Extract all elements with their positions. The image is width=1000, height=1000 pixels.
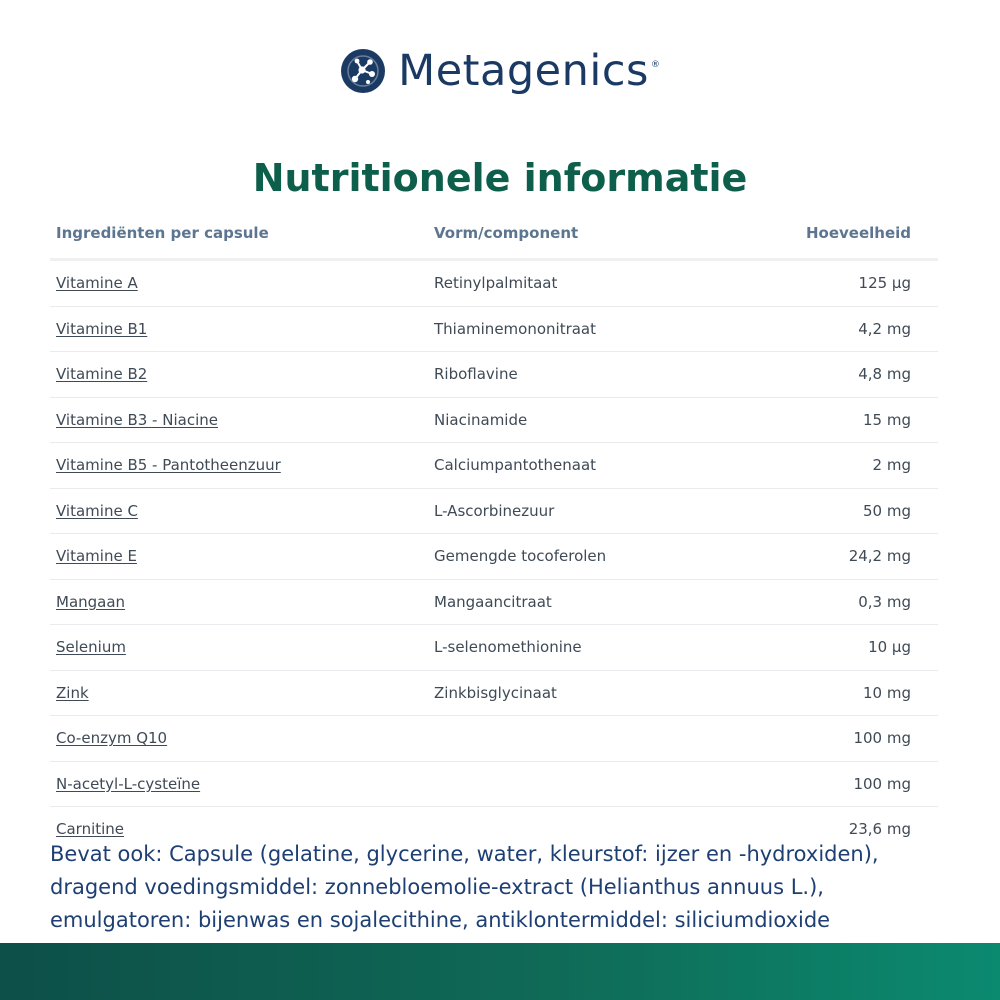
table-row <box>50 762 938 808</box>
amount-cell: 50 mg <box>863 501 911 520</box>
ingredient-link[interactable]: Vitamine E <box>56 547 137 566</box>
amount-cell: 10 mg <box>863 683 911 702</box>
ingredient-link[interactable]: Vitamine A <box>56 274 138 293</box>
amount-cell: 100 mg <box>853 729 911 748</box>
amount-cell: 4,2 mg <box>858 319 911 338</box>
table-row <box>50 625 938 671</box>
table-row <box>50 671 938 717</box>
form-cell: Gemengde tocoferolen <box>434 547 607 566</box>
brand-header <box>0 45 1000 96</box>
molecule-circle-icon <box>340 48 386 94</box>
ingredient-link[interactable]: Zink <box>56 683 89 702</box>
column-header-form: Vorm/component <box>434 224 579 242</box>
form-cell: Riboflavine <box>434 365 518 384</box>
ingredient-link[interactable]: Vitamine B2 <box>56 365 148 384</box>
form-cell: L-Ascorbinezuur <box>434 501 555 520</box>
brand-name: Metagenics <box>398 45 649 96</box>
ingredient-link[interactable]: Carnitine <box>56 820 125 839</box>
amount-cell: 24,2 mg <box>848 547 911 566</box>
footer-gradient-band <box>0 943 1000 1000</box>
table-row <box>50 352 938 398</box>
table-row <box>50 307 938 353</box>
ingredient-link[interactable]: Vitamine C <box>56 501 138 520</box>
amount-cell: 15 mg <box>863 410 911 429</box>
page-title: Nutritionele informatie <box>252 156 748 200</box>
ingredient-link[interactable]: N-acetyl-L-cysteïne <box>56 774 201 793</box>
registered-mark: ® <box>650 60 660 70</box>
ingredient-link[interactable]: Selenium <box>56 638 126 657</box>
additional-ingredients-note: Bevat ook: Capsule (gelatine, glycerine, water, kleurstof: ijzer en -hydroxiden), dragend voedingsmiddel: zonnebloemolie-extract (Helianthus annuus L.), emulgatoren: bijenwas en sojalecithine, antiklontermiddel: siliciumdioxide <box>50 842 879 932</box>
form-cell: Thiaminemononitraat <box>434 319 597 338</box>
amount-cell: 0,3 mg <box>858 592 911 611</box>
form-cell: Mangaancitraat <box>434 592 552 611</box>
form-cell: Retinylpalmitaat <box>434 274 558 293</box>
table-row <box>50 716 938 762</box>
ingredient-link[interactable]: Vitamine B5 - Pantotheenzuur <box>56 456 281 475</box>
ingredient-link[interactable]: Vitamine B3 - Niacine <box>56 410 218 429</box>
table-row <box>50 580 938 626</box>
ingredient-link[interactable]: Mangaan <box>56 592 126 611</box>
form-cell: Niacinamide <box>434 410 528 429</box>
table-row <box>50 261 938 307</box>
table-row <box>50 534 938 580</box>
amount-cell: 23,6 mg <box>848 820 911 839</box>
column-header-amount: Hoeveelheid <box>805 224 911 242</box>
form-cell: Calciumpantothenaat <box>434 456 597 475</box>
ingredient-link[interactable]: Co-enzym Q10 <box>56 729 168 748</box>
form-cell: L-selenomethionine <box>434 638 582 657</box>
table-row <box>50 489 938 535</box>
amount-cell: 10 µg <box>868 638 911 657</box>
table-row <box>50 443 938 489</box>
amount-cell: 2 mg <box>872 456 911 475</box>
ingredient-link[interactable]: Vitamine B1 <box>56 319 148 338</box>
table-header-row <box>50 208 938 261</box>
column-header-ingredient: Ingrediënten per capsule <box>56 224 269 242</box>
table-row <box>50 398 938 444</box>
nutrition-table <box>50 208 938 852</box>
amount-cell: 125 µg <box>858 274 911 293</box>
form-cell: Zinkbisglycinaat <box>434 683 557 702</box>
amount-cell: 100 mg <box>853 774 911 793</box>
amount-cell: 4,8 mg <box>858 365 911 384</box>
